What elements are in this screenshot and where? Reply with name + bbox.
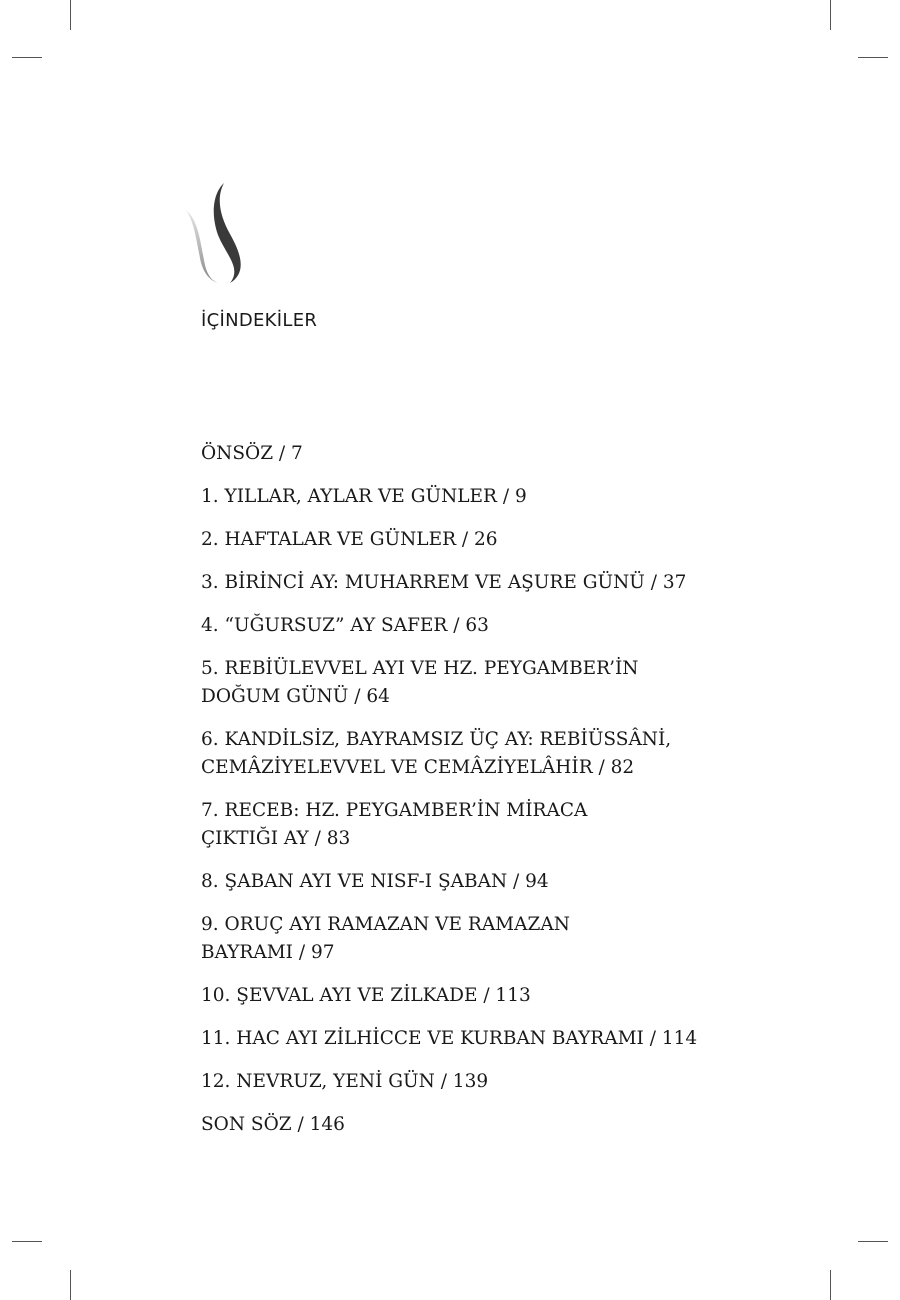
toc-entry-line: 4. “UĞURSUZ” AY SAFER / 63 [201,615,489,636]
toc-entry-line: 3. BİRİNCİ AY: MUHARREM VE AŞURE GÜNÜ / 37 [201,572,687,593]
toc-entry-line: 2. HAFTALAR VE GÜNLER / 26 [201,529,498,550]
toc-entry [201,569,761,597]
crop-mark-top-left [70,0,71,30]
toc-entry [201,726,761,782]
crop-mark-top-right [830,0,831,30]
toc-entry [201,1068,761,1096]
toc-entry-line: 11. HAC AYI ZİLHİCCE VE KURBAN BAYRAMI / 114 [201,1028,698,1049]
toc-entry-line: 5. REBİÜLEVVEL AYI VE HZ. PEYGAMBER’İN [201,658,639,679]
toc-entry [201,526,761,554]
crop-mark-right-bottom [858,1241,888,1242]
toc-entry [201,868,761,896]
toc-entry-line: 9. ORUÇ AYI RAMAZAN VE RAMAZAN [201,914,570,935]
crop-mark-bottom-right [830,1270,831,1300]
toc-entry-line: 10. ŞEVVAL AYI VE ZİLKADE / 113 [201,985,531,1006]
toc-entry-line: 8. ŞABAN AYI VE NISF-I ŞABAN / 94 [201,871,549,892]
toc-entry-line: 6. KANDİLSİZ, BAYRAMSIZ ÜÇ AY: REBİÜSSÂNİ, [201,729,672,750]
toc-entry-line: SON SÖZ / 146 [201,1114,345,1135]
toc-entry-line: 1. YILLAR, AYLAR VE GÜNLER / 9 [201,486,527,507]
toc-entry [201,911,761,967]
toc-entry-line: CEMÂZİYELEVVEL VE CEMÂZİYELÂHİR / 82 [201,757,635,778]
crop-mark-right-top [858,57,888,58]
toc-entry-line: ÖNSÖZ / 7 [201,443,303,464]
toc-entry [201,1025,761,1053]
toc-entry-line: 12. NEVRUZ, YENİ GÜN / 139 [201,1071,489,1092]
drop-swash-icon [180,180,250,285]
toc-entry [201,1111,761,1139]
crop-mark-left-top [12,57,42,58]
table-of-contents [201,440,761,1154]
page-title: İÇİNDEKİLER [201,310,318,331]
toc-entry [201,655,761,711]
toc-entry-line: BAYRAMI / 97 [201,942,335,963]
toc-entry [201,612,761,640]
crop-mark-left-bottom [12,1241,42,1242]
toc-entry [201,797,761,853]
toc-entry [201,483,761,511]
toc-entry-line: ÇIKTIĞI AY / 83 [201,828,351,849]
toc-entry [201,440,761,468]
toc-entry [201,982,761,1010]
crop-mark-bottom-left [70,1270,71,1300]
toc-entry-line: DOĞUM GÜNÜ / 64 [201,686,390,707]
toc-entry-line: 7. RECEB: HZ. PEYGAMBER’İN MİRACA [201,800,588,821]
